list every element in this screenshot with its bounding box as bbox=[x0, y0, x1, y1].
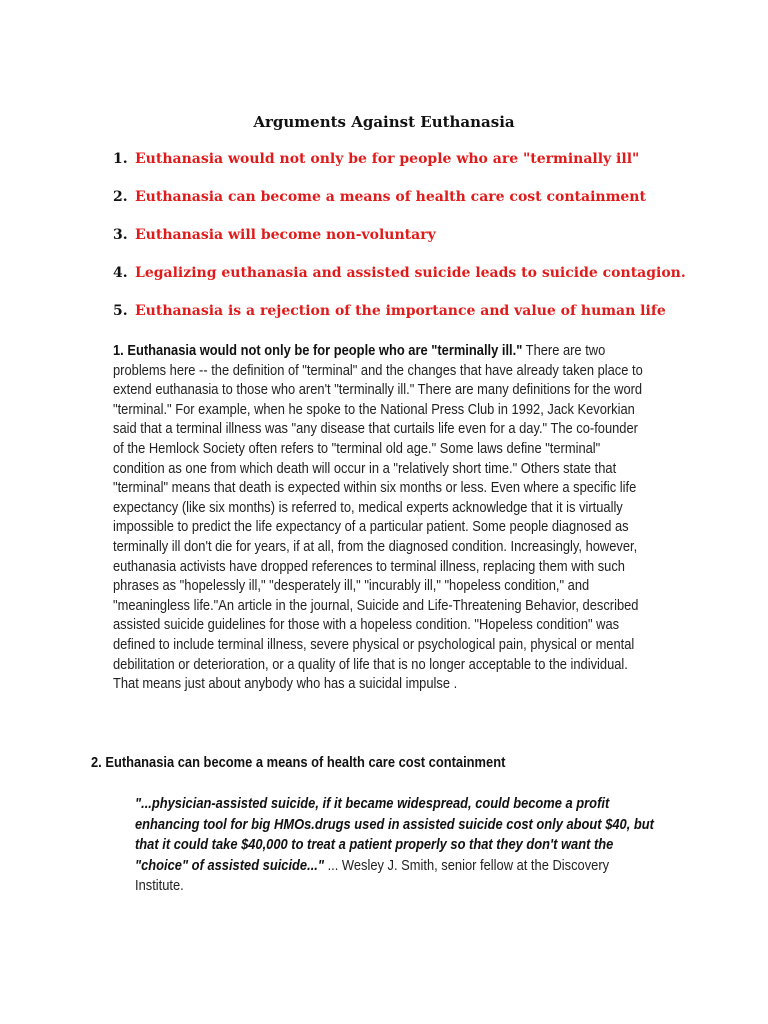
section-2-heading: 2. Euthanasia can become a means of health care cost containment bbox=[91, 754, 506, 771]
argument-text: Euthanasia can become a means of health care cost containment bbox=[135, 189, 646, 205]
quote-attribution: ... Wesley J. Smith, senior fellow at the Discovery Institute. bbox=[135, 856, 610, 894]
section-1-lead: 1. Euthanasia would not only be for people who are "terminally ill." bbox=[113, 342, 523, 359]
document-title: Arguments Against Euthanasia bbox=[253, 113, 515, 131]
argument-item-2 bbox=[113, 188, 733, 226]
section-1-paragraph bbox=[113, 341, 648, 694]
argument-text: Euthanasia will become non-voluntary bbox=[135, 227, 436, 243]
argument-item-4 bbox=[113, 264, 733, 302]
argument-item-1 bbox=[113, 150, 733, 188]
argument-text: Euthanasia is a rejection of the importance and value of human life bbox=[135, 303, 666, 319]
argument-number: 2. bbox=[113, 189, 128, 205]
argument-number: 3. bbox=[113, 227, 128, 243]
argument-number: 4. bbox=[113, 265, 128, 281]
argument-number: 5. bbox=[113, 303, 128, 319]
section-2-quote-block bbox=[135, 794, 660, 897]
argument-text: Euthanasia would not only be for people who are "terminally ill" bbox=[135, 151, 640, 167]
argument-item-5 bbox=[113, 302, 733, 340]
quote-text: "...physician-assisted suicide, if it became widespread, could become a profit enhancing tool for big HMOs.drugs used in assisted suicide cost only about $40, but that it could take $40,000 to treat a patient properly so that they don't want the "choice" of assisted suicide..." bbox=[135, 795, 654, 874]
argument-item-3 bbox=[113, 226, 733, 264]
argument-number: 1. bbox=[113, 151, 128, 167]
argument-text: Legalizing euthanasia and assisted suicide leads to suicide contagion. bbox=[135, 265, 686, 281]
section-1-body: There are two problems here -- the definition of "terminal" and the changes that have already taken place to extend euthanasia to those who aren't "terminally ill." There are many definitions for the word "terminal." For example, when he spoke to the National Press Club in 1992, Jack Kevorkian said that a terminal illness was "any disease that curtails life even for a day." The co-founder of the Hemlock Society often refers to "terminal old age." Some laws define "terminal" condition as one from which death will occur in a "relatively short time." Others state that "terminal" means that death is expected within six months or less. Even where a specific life expectancy (like six months) is referred to, medical experts acknowledge that it is virtually impossible to predict the life expectancy of a particular patient. Some people diagnosed as terminally ill don't die for years, if at all, from the diagnosed condition. Increasingly, however, euthanasia activists have dropped references to terminal illness, replacing them with such phrases as "hopelessly ill," "desperately ill," "incurably ill," "hopeless condition," and "meaningless life."An article in the journal, Suicide and Life-Threatening Behavior, described assisted suicide guidelines for those with a hopeless condition. "Hopeless condition" was defined to include terminal illness, severe physical or psychological pain, physical or mental debilitation or deterioration, or a quality of life that is no longer acceptable to the individual. That means just about anybody who has a suicidal impulse . bbox=[113, 342, 643, 693]
arguments-list bbox=[113, 150, 733, 340]
